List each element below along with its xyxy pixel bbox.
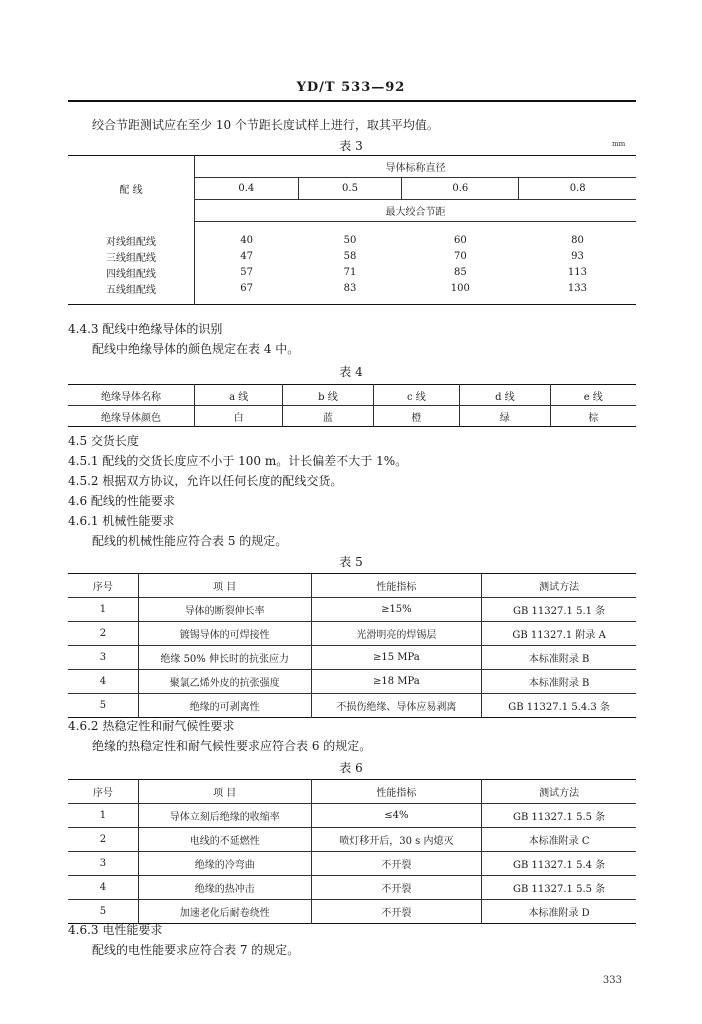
table-cell: ≥15 MPa [311,646,482,670]
table-row [68,694,636,718]
table-cell: GB 11327.1 附录 A [482,622,636,646]
table-row [68,248,636,264]
section-4-5-1-text: 4.5.1 配线的交货长度应不小于 100 m。计长偏差不大于 1%。 [68,454,408,468]
table4-caption: 表 4 [339,365,363,379]
table3-diameter: 0.5 [298,178,402,200]
column-header: 性能指标 [311,780,482,804]
section-4-5-title: 4.5 交货长度 [68,434,139,448]
table-cell: 67 [240,282,253,294]
table-header-row [68,780,636,804]
table-cell: 光滑明亮的焊锡层 [311,622,482,646]
table-cell: 2 [68,828,138,852]
table-cell: GB 11327.1 5.4 条 [482,852,636,876]
table-cell: 绝缘的热冲击 [138,876,311,900]
intro-paragraph: 绞合节距测试应在至少 10 个节距长度试样上进行，取其平均值。 [92,118,439,132]
table-cell: 57 [240,266,253,278]
table-cell: 71 [343,266,357,278]
section-4-6-2-title: 4.6.2 热稳定性和耐气候性要求 [68,719,235,733]
table-cell: GB 11327.1 5.5 条 [482,804,636,828]
table-cell: 70 [453,250,467,262]
table-cell: 40 [240,234,253,246]
table-cell: 1 [68,598,138,622]
table-row [68,852,636,876]
table3-group-header: 导体标称直径 [195,156,637,178]
table-6 [68,779,636,924]
table3-row-label: 对线组配线 [68,232,195,248]
table-cell: ≤4% [311,804,482,828]
table-row [68,670,636,694]
table-cell: 本标准附录 B [482,670,636,694]
table-cell: 白 [195,406,283,427]
table-cell: b 线 [283,385,373,406]
table-row [68,804,636,828]
section-4-6-1-title: 4.6.1 机械性能要求 [68,514,175,528]
table-row [68,622,636,646]
table-3 [68,155,636,305]
section-4-5-2-text: 4.5.2 根据双方协议，允许以任何长度的配线交货。 [68,474,343,488]
table-cell: 绝缘导体颜色 [68,406,195,427]
table-cell: 绿 [460,406,550,427]
table-row [68,264,636,280]
section-4-6-title: 4.6 配线的性能要求 [68,494,175,508]
table-cell: 绝缘的冷弯曲 [138,852,311,876]
table3-unit: mm [612,140,626,148]
column-header: 性能指标 [311,574,482,598]
table3-row-label: 五线组配线 [68,280,195,296]
section-4-6-1-text: 配线的机械性能应符合表 5 的规定。 [92,534,288,548]
table-cell: 绝缘 50% 伸长时的抗张应力 [138,646,311,670]
table-cell: ≥15% [311,598,482,622]
table3-row-label: 三线组配线 [68,248,195,264]
table-cell: 4 [68,670,138,694]
table-cell: 47 [240,250,253,262]
table-cell: 橙 [373,406,460,427]
section-4-6-3-text: 配线的电性能要求应符合表 7 的规定。 [92,943,300,957]
table-cell: 5 [68,694,138,718]
table-row [68,900,636,924]
table-row [68,385,636,406]
table-cell: GB 11327.1 5.5 条 [482,876,636,900]
section-4-6-2-text: 绝缘的热稳定性和耐气候性要求应符合表 6 的规定。 [92,739,372,753]
table-cell: 83 [343,282,357,294]
table-cell: 加速老化后耐卷绕性 [138,900,311,924]
table-row [68,828,636,852]
table-5 [68,573,636,718]
column-header: 项 目 [138,574,311,598]
section-4-4-3-text: 配线中绝缘导体的颜色规定在表 4 中。 [92,342,300,356]
table-row [68,232,636,248]
table-cell: 绝缘的可剥离性 [138,694,311,718]
table-cell: 2 [68,622,138,646]
table-row [68,406,636,427]
table-cell: c 线 [373,385,460,406]
table-row [68,646,636,670]
table-cell: 本标准附录 B [482,646,636,670]
table-cell: 本标准附录 C [482,828,636,852]
table-cell: 50 [343,234,357,246]
column-header: 项 目 [138,780,311,804]
table-cell: 93 [571,250,584,262]
table-cell: 棕 [550,406,636,427]
table3-diameter: 0.4 [195,178,299,200]
header-rule [68,100,636,102]
table-cell: 3 [68,852,138,876]
table-row [68,876,636,900]
column-header: 序号 [68,574,138,598]
table3-caption: 表 3 [339,139,363,153]
table-cell: 113 [567,266,587,278]
table-cell: 聚氯乙烯外皮的抗张强度 [138,670,311,694]
table-row [68,280,636,296]
table-cell: 不开裂 [311,900,482,924]
table3-row-header: 配 线 [68,156,195,222]
table-cell: 85 [453,266,467,278]
table-cell: 100 [450,282,470,294]
table-cell: 本标准附录 D [482,900,636,924]
table3-diameter: 0.6 [402,178,519,200]
table-cell: 5 [68,900,138,924]
table-cell: 不损伤绝缘、导体应易剥离 [311,694,482,718]
table-cell: 绝缘导体名称 [68,385,195,406]
table-cell: ≥18 MPa [311,670,482,694]
table-cell: 60 [453,234,467,246]
column-header: 序号 [68,780,138,804]
section-4-6-3-title: 4.6.3 电性能要求 [68,923,163,937]
table3-row-label: 四线组配线 [68,264,195,280]
table-cell: 58 [343,250,357,262]
table-cell: 80 [571,234,584,246]
table-cell: GB 11327.1 5.4.3 条 [482,694,636,718]
section-4-4-3-title: 4.4.3 配线中绝缘导体的识别 [68,322,223,336]
table-cell: GB 11327.1 5.1 条 [482,598,636,622]
table-4 [68,384,636,427]
page-number: 333 [602,975,622,986]
table-cell: 导体的断裂伸长率 [138,598,311,622]
table-cell: 不开裂 [311,876,482,900]
table-cell: 1 [68,804,138,828]
table-cell: 镀锡导体的可焊接性 [138,622,311,646]
table6-caption: 表 6 [339,761,363,775]
table-cell: 不开裂 [311,852,482,876]
table-cell: d 线 [460,385,550,406]
table-cell: e 线 [550,385,636,406]
table-cell: 4 [68,876,138,900]
table-header-row [68,574,636,598]
table-cell: 蓝 [283,406,373,427]
table5-caption: 表 5 [339,555,363,569]
table-row [68,598,636,622]
table-cell: a 线 [195,385,283,406]
table-cell: 喷灯移开后，30 s 内熄灭 [311,828,482,852]
document-code: YD/T 533—92 [296,80,406,95]
table-cell: 133 [567,282,587,294]
column-header: 测试方法 [482,780,636,804]
table3-diameter: 0.8 [519,178,636,200]
table-cell: 3 [68,646,138,670]
table-cell: 导体立刻后绝缘的收缩率 [138,804,311,828]
table-cell: 电线的不延燃性 [138,828,311,852]
column-header: 测试方法 [482,574,636,598]
table3-sub-header: 最大绞合节距 [195,200,637,222]
